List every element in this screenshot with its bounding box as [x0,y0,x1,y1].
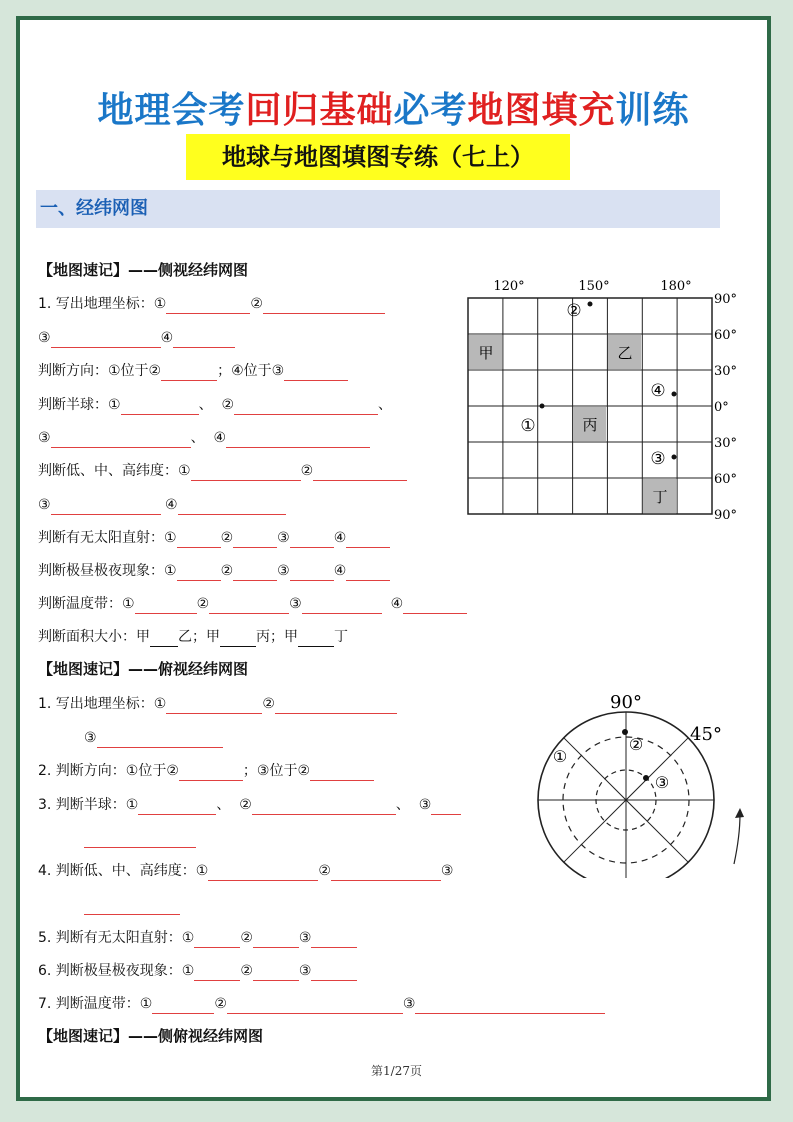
part2-heading: 【地图速记】——俯视经纬网图 [38,660,249,678]
subtitle: 地球与地图填图专练（七上） [186,134,570,180]
part1-heading: 【地图速记】——侧视经纬网图 [38,261,249,279]
direction-row: 判断方向：①位于② ；④位于③ [38,361,348,381]
point-2-dot [588,302,593,307]
rotation-arrow-head [735,808,744,818]
p2-q6-row: 6. 判断极昼极夜现象：① ② ③ [38,961,357,981]
side-view-map [462,272,774,528]
polar-label-90: 90° [610,692,642,713]
p2-q3-row: 3. 判断半球：① 、 ② 、 ③ [38,795,461,815]
point-1-dot [540,404,545,409]
lon-label-150: 150° [578,279,610,294]
lon-label-120: 120° [493,279,525,294]
lat-label-90s: 90° [714,508,738,523]
lat-label-60n: 60° [714,328,738,343]
point-4-dot [672,392,677,397]
p2-q7-row: 7. 判断温度带：① ② ③ [38,994,605,1014]
p2-q4-row: 4. 判断低、中、高纬度：① ② ③ [38,863,454,879]
q1-row: 1. 写出地理坐标：① ② [38,294,385,314]
lat-label-0: 0° [714,400,729,415]
page-title: 地理会考回归基础必考地图填充训练 [97,90,690,131]
cell-ding: 丁 [652,488,668,506]
sun-row: 判断有无太阳直射：① ② ③ ④ [38,528,390,548]
polar-point-3-label: ③ [654,773,670,792]
area-row: 判断面积大小：甲 乙；甲 丙；甲 丁 [38,629,348,645]
latitude-row-2: ③ ④ [38,495,286,515]
section-heading: 一、经纬网图 [36,190,720,228]
lat-label-30s: 30° [714,436,738,451]
p2-q2-row: 2. 判断方向：①位于② ；③位于② [38,761,374,781]
p2-q4-row-2 [84,895,180,915]
p2-q1-row: 1. 写出地理坐标：① ② [38,694,397,714]
polar-point-2-label: ② [628,735,644,754]
polar-point-2-dot [622,729,628,735]
p2-q1-row-2: ③ [84,728,223,748]
p2-q5-row: 5. 判断有无太阳直射：① ② ③ [38,928,357,948]
lon-label-180: 180° [660,279,692,294]
hemisphere-row-2: ③ 、 ④ [38,428,370,448]
p2-q3-row-2 [84,828,196,848]
q1-row-2: ③ ④ [38,328,235,348]
point-2-label: ② [566,301,582,321]
polar-point-1-label: ① [552,747,568,766]
point-1-label: ① [520,416,536,436]
cell-jia: 甲 [478,344,494,362]
cell-yi: 乙 [617,344,633,362]
lat-label-90n: 90° [714,292,738,307]
polar-point-3-dot [643,775,649,781]
cell-bing: 丙 [582,416,598,434]
hemisphere-row: 判断半球：① 、 ② 、 [38,397,393,413]
polar-view-map [528,688,760,878]
polar-label-45: 45° [690,724,722,745]
polar-row: 判断极昼极夜现象：① ② ③ ④ [38,561,390,581]
lat-label-30n: 30° [714,364,738,379]
worksheet-content [38,0,518,1080]
point-3-dot [672,455,677,460]
lat-label-60s: 60° [714,472,738,487]
point-3-label: ③ [650,449,666,469]
part3-heading: 【地图速记】——侧俯视经纬网图 [38,1027,264,1045]
point-4-label: ④ [650,381,666,401]
page-footer: 第1/27页 [371,1064,422,1078]
temp-row: 判断温度带：① ② ③ ④ [38,594,467,614]
latitude-row: 判断低、中、高纬度：① ② [38,461,407,481]
